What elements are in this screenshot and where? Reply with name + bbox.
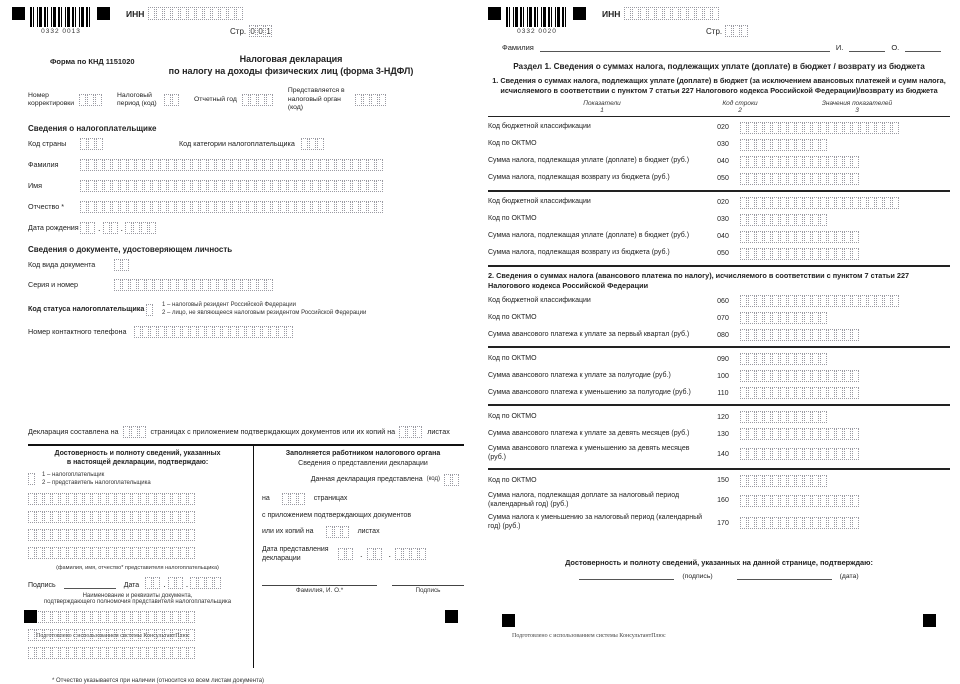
registration-mark [97, 7, 110, 20]
table-row: Сумма налога, подлежащая возврату из бюджета (руб.) 050 [488, 173, 950, 185]
official-pages-input[interactable] [282, 493, 306, 505]
series-number-label: Серия и номер [28, 280, 79, 290]
confirmation-column: Достоверность и полноту сведений, указанных в настоящей декларации, подтверждаю: 1 – налогоплательщик 2 – представитель налогоплательщика (фамилия, имя, отчество* представителя налогоплательщика) Подпись Дата . . Наименование и реквизиты документа, подтверждающего полномочия представителя налогоплательщика [28, 446, 254, 669]
report-year-label: Отчетный год [194, 95, 237, 103]
table-row: Сумма налога, подлежащая уплате (доплате) в бюджет (руб.) 040 [488, 231, 950, 243]
representative-fio-input[interactable] [28, 492, 247, 564]
taxpayer-category-label: Код категории налогоплательщика [179, 139, 295, 149]
sign-date-year-input[interactable] [190, 577, 222, 589]
row-170-input[interactable] [740, 517, 950, 529]
form-barcode [30, 7, 92, 27]
row-110-input[interactable] [740, 387, 950, 399]
official-sheets-label: листах [357, 528, 380, 536]
copies-label: или их копий на [262, 528, 314, 536]
official-box-title: Заполняется работником налогового органа [285, 449, 441, 457]
row-130-input[interactable] [740, 428, 950, 440]
date-caption: (дата) [839, 572, 859, 580]
sheets-count-input[interactable] [399, 426, 423, 438]
representative-fio-caption: (фамилия, имя, отчество* представителя налогоплательщика) [56, 565, 219, 572]
barcode-number: 0332 0020 [517, 28, 557, 35]
taxpayer-status-label: Код статуса налогоплательщика [28, 303, 145, 313]
row-160-input[interactable] [740, 495, 950, 507]
table-row: Сумма авансового платежа к уплате за первый квартал (руб.) 080 [488, 329, 950, 341]
initial-i-field[interactable] [849, 43, 885, 52]
table-row: Сумма налога к уменьшению за налоговый период (календарный год) (руб.) 170 [488, 514, 950, 532]
on-label: на [262, 495, 270, 503]
phone-number-input[interactable] [134, 326, 294, 338]
row-020-input[interactable] [740, 122, 950, 134]
row-030-input[interactable] [740, 139, 950, 151]
submission-date-year-input[interactable] [395, 548, 427, 560]
page-confirmation-line: Достоверность и полноту сведений, указанных на данной странице, подтверждаю: [565, 557, 873, 567]
block-divider [488, 404, 950, 406]
taxpayer-status-options: 1 – налоговый резидент Российской Федерации 2 – лицо, не являющееся налоговым резидентом Российской Федерации [162, 301, 367, 317]
tax-authority-input[interactable] [355, 94, 387, 106]
surname-field[interactable] [540, 43, 830, 52]
country-code-label: Код страны [28, 139, 67, 149]
row-040-input[interactable] [740, 231, 950, 243]
declarant-type-input[interactable] [28, 473, 36, 485]
birthdate-label: Дата рождения [28, 223, 79, 233]
date-label: Дата [123, 582, 140, 590]
taxpayer-section-title: Сведения о налогоплательщике [28, 123, 157, 133]
table-row: Код бюджетной классификации 020 [488, 122, 950, 134]
block-divider [488, 468, 950, 470]
row-020-input[interactable] [740, 197, 950, 209]
inn-input[interactable] [624, 7, 720, 20]
page-number-input[interactable] [725, 25, 749, 37]
taxpayer-status-input[interactable] [146, 304, 154, 316]
registration-mark [488, 7, 501, 20]
signature-caption: (подпись) [682, 572, 713, 580]
declarant-type-options: 1 – налогоплательщик 2 – представитель налогоплательщика [42, 471, 151, 487]
pages-count-label: Декларация составлена на [28, 427, 119, 437]
page-number-input[interactable]: 0 0 1 [250, 27, 271, 36]
table-row: Сумма авансового платежа к уплате за полугодие (руб.) 100 [488, 370, 950, 382]
page-number-label: Стр. [230, 26, 247, 36]
registration-mark [24, 610, 37, 623]
phone-number-label: Номер контактного телефона [28, 327, 127, 337]
section1-page [488, 0, 950, 641]
signature-field[interactable] [64, 580, 116, 589]
table-row: Код бюджетной классификации 060 [488, 295, 950, 307]
barcode-number: 0332 0013 [41, 28, 81, 35]
title-page: 0332 0013 ИНН Стр. 0 0 1 Форма по КНД 1151020 Налоговая декларация по налогу на доходы физических лиц (форма 3-НДФЛ) Номер корректировки Налоговый период (код) Отчетный год Представляется в налоговый орган (код) Сведения о налогоплательщике Код страны Код категории налогоплательщика Фамилия Имя Отчество * Дата рождения . . Сведения о документе, удостоверяющем личность Код вида документа Серия и номер Код статуса налогоплательщика 1 – налоговый резидент Российской Федерации 2 – лицо, не являющееся налоговым резидентом Российской Федерации Номер контактного телефона Декларация составлена на страницах с приложением подтверждающих документов или их копий на листах Достоверность и полноту сведений, указанных в настоящей декларации, подтверждаю: 1 – налогоплательщик 2 – представитель налогоплательщика (фамилия, имя, отчество* представителя налогоплательщика) Подпись Дата . . Наименование и реквизиты документа, подтверждающего полномочия представителя налогоплательщика Заполняется работником налогового органа Сведения о представлении декларации Данная декларация представлена (код) на страницах с приложением подтверждающих документов или их копий на листах Дата представления декларации . . Фамилия, И. О.* Подпись * Отчество указывается при наличии (относится ко всем листам документа) Подготовлено с использованием системы КонсультантПлюс [12, 0, 470, 641]
table-row: Код по ОКТМО 120 [488, 411, 950, 423]
section1-title: Раздел 1. Сведения о суммах налога, подлежащих уплате (доплате) в бюджет / возврату из бюджета [513, 62, 925, 71]
inn-label: ИНН [602, 8, 621, 19]
initial-o-field[interactable] [905, 43, 941, 52]
report-year-input[interactable] [242, 94, 274, 106]
official-fio-field[interactable]: Фамилия, И. О.* [262, 585, 377, 594]
patronymic-label: Отчество * [28, 202, 65, 212]
official-box-subtitle: Сведения о представлении декларации [298, 459, 428, 467]
firstname-label: Имя [28, 181, 42, 191]
code-hint: (код) [426, 476, 440, 483]
official-docs-line: с приложением подтверждающих документов [262, 511, 412, 519]
document-type-label: Код вида документа [28, 260, 96, 270]
declaration-submitted-label: Данная декларация представлена [310, 476, 423, 484]
surname-label: Фамилия [28, 160, 59, 170]
registration-mark [445, 610, 458, 623]
row-090-input[interactable] [740, 353, 950, 365]
table-row: Код по ОКТМО 030 [488, 214, 950, 226]
table-row: Сумма авансового платежа к уменьшению за полугодие (руб.) 110 [488, 387, 950, 399]
sign-date-day-input[interactable] [145, 577, 161, 589]
table-row: Код по ОКТМО 070 [488, 312, 950, 324]
table-row: Код по ОКТМО 090 [488, 353, 950, 365]
block-divider [488, 265, 950, 267]
submission-date-month-input[interactable] [367, 548, 383, 560]
row-080-input[interactable] [740, 329, 950, 341]
consultantplus-footer: Подготовлено с использованием системы КонсультантПлюс [36, 633, 190, 639]
submission-date-label: Дата представления декларации [262, 545, 329, 562]
surname-input[interactable] [80, 159, 384, 171]
correction-number-input[interactable] [79, 94, 103, 106]
firstname-input[interactable] [80, 180, 384, 192]
table-row: Сумма налога, подлежащая уплате (доплате) в бюджет (руб.) 040 [488, 156, 950, 168]
birthdate-month-input[interactable] [103, 222, 119, 234]
document-type-input[interactable] [114, 259, 130, 271]
row-040-input[interactable] [740, 156, 950, 168]
registration-mark [12, 7, 25, 20]
sheets-label: листах [427, 427, 450, 437]
table-row: Сумма авансового платежа к уплате за девять месяцев (руб.) 130 [488, 428, 950, 440]
block-divider [488, 346, 950, 348]
row-050-input[interactable] [740, 248, 950, 260]
table-row: Код по ОКТМО 030 [488, 139, 950, 151]
row-050-input[interactable] [740, 173, 950, 185]
knd-form-code: Форма по КНД 1151020 [50, 57, 135, 66]
official-sheets-input[interactable] [326, 526, 350, 538]
country-code-input[interactable] [80, 138, 104, 150]
form-title: Налоговая декларация по налогу на доходы физических лиц (форма 3-НДФЛ) [168, 54, 414, 77]
signature-label: Подпись [28, 582, 56, 590]
sign-date-month-input[interactable] [168, 577, 184, 589]
patronymic-input[interactable] [80, 201, 384, 213]
table-row: Код по ОКТМО 150 [488, 475, 950, 487]
row-140-input[interactable] [740, 448, 950, 460]
table-row: Сумма налога, подлежащая доплате за налоговый период (календарный год) (руб.) 160 [488, 492, 950, 510]
tax-period-input[interactable] [164, 94, 180, 106]
row-030-input[interactable] [740, 214, 950, 226]
form-barcode [506, 7, 568, 27]
registration-mark [573, 7, 586, 20]
page-date-field[interactable] [737, 571, 832, 580]
row-070-input[interactable] [740, 312, 950, 324]
initial-i-label: И. [835, 43, 844, 52]
taxpayer-category-input[interactable] [301, 138, 325, 150]
table-row: Сумма авансового платежа к уменьшению за девять месяцев (руб.) 140 [488, 445, 950, 463]
table-row: Сумма налога, подлежащая возврату из бюджета (руб.) 050 [488, 248, 950, 260]
consultantplus-footer: Подготовлено с использованием системы КонсультантПлюс [512, 633, 666, 639]
row-060-input[interactable] [740, 295, 950, 307]
page-number-label: Стр. [706, 26, 723, 36]
correction-number-label: Номер корректировки [28, 91, 75, 107]
identity-document-section-title: Сведения о документе, удостоверяющем личность [28, 244, 233, 254]
tax-authority-label: Представляется в налоговый орган (код) [287, 87, 345, 112]
subsection1-title: 1. Сведения о суммах налога, подлежащих уплате (доплате) в бюджет (за исключением авансовых платежей и сумм налога, исчисляемого в соответствии с пунктом 7 статьи 227 Налогового кодекса Российской Федерации)/возврату из бюджета [492, 76, 946, 95]
block-divider [488, 190, 950, 192]
initial-o-label: О. [891, 43, 900, 52]
inn-label: ИНН [126, 8, 145, 19]
official-signature-field[interactable]: Подпись [392, 585, 464, 594]
birthdate-year-input[interactable] [125, 222, 157, 234]
submission-method-input[interactable] [444, 474, 460, 486]
authority-document-caption: Наименование и реквизиты документа, [82, 593, 193, 600]
attachments-label: страницах с приложением подтверждающих документов или их копий на [150, 427, 396, 437]
patronymic-footnote: * Отчество указывается при наличии (относится ко всем листам документа) [52, 678, 265, 684]
series-number-input[interactable] [114, 279, 274, 291]
birthdate-day-input[interactable] [80, 222, 96, 234]
registration-mark [923, 614, 936, 627]
surname-label: Фамилия [502, 43, 534, 52]
row-120-input[interactable] [740, 411, 950, 423]
pages-count-input[interactable] [123, 426, 147, 438]
table-column-headers: Показатели 1 Код строки 2 Значения показателей 3 [488, 100, 950, 117]
submission-date-day-input[interactable] [338, 548, 354, 560]
page-signature-field[interactable] [579, 571, 674, 580]
official-pages-label: страницах [313, 495, 348, 503]
inn-input[interactable] [148, 7, 244, 20]
registration-mark [502, 614, 515, 627]
row-150-input[interactable] [740, 475, 950, 487]
official-use-column: Заполняется работником налогового органа Сведения о представлении декларации Данная декларация представлена (код) на страницах с приложением подтверждающих документов или их копий на листах Дата представления декларации . . Фамилия, И. О.* Подпись [254, 446, 464, 669]
tax-period-label: Налоговый период (код) [117, 91, 157, 107]
subsection2-title: 2. Сведения о суммах налога (авансового платежа по налогу), исчисляемого в соответствии с пунктом 7 статьи 227 Налогового кодекса Российской Федерации [488, 270, 910, 290]
row-100-input[interactable] [740, 370, 950, 382]
table-row: Код бюджетной классификации 020 [488, 197, 950, 209]
